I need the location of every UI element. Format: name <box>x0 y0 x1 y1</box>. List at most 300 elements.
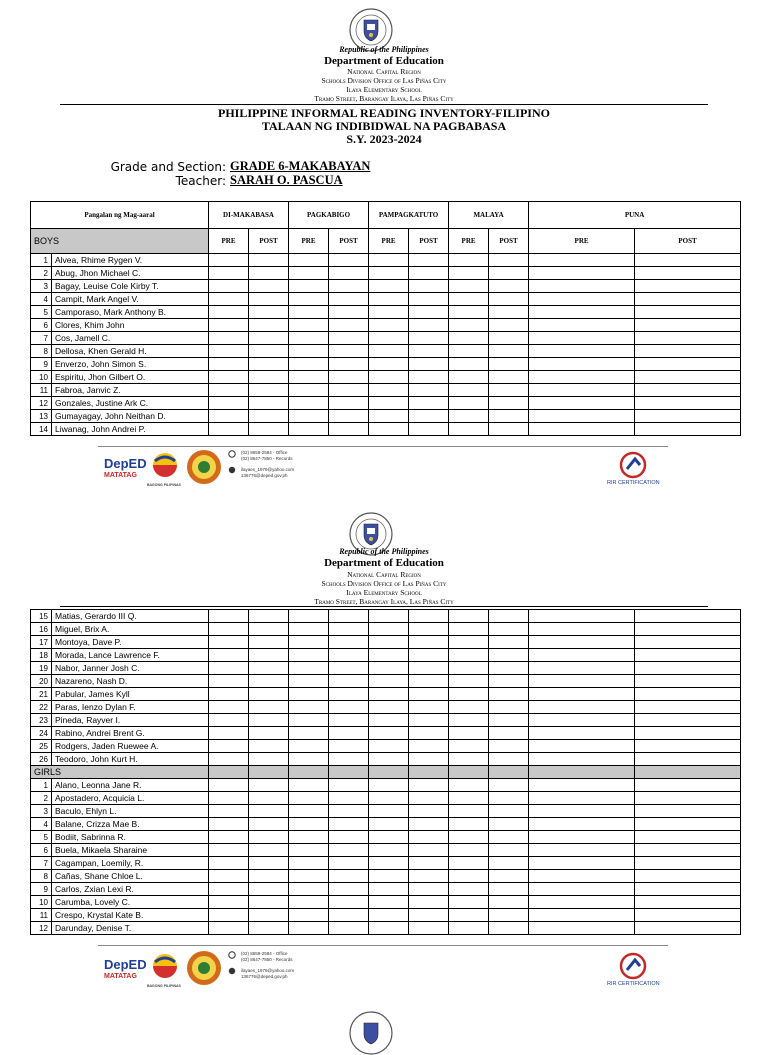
score-cell[interactable] <box>635 831 741 844</box>
score-cell[interactable] <box>635 423 741 436</box>
score-cell[interactable] <box>409 636 449 649</box>
score-cell[interactable] <box>369 727 409 740</box>
score-cell[interactable] <box>635 410 741 423</box>
score-cell[interactable] <box>635 857 741 870</box>
score-cell[interactable] <box>329 844 369 857</box>
score-cell[interactable] <box>409 345 449 358</box>
score-cell[interactable] <box>449 688 489 701</box>
score-cell[interactable] <box>449 610 489 623</box>
score-cell[interactable] <box>329 636 369 649</box>
score-cell[interactable] <box>329 649 369 662</box>
score-cell[interactable] <box>489 319 529 332</box>
score-cell[interactable] <box>529 844 635 857</box>
score-cell[interactable] <box>409 701 449 714</box>
score-cell[interactable] <box>369 384 409 397</box>
score-cell[interactable] <box>489 870 529 883</box>
score-cell[interactable] <box>329 293 369 306</box>
score-cell[interactable] <box>635 649 741 662</box>
score-cell[interactable] <box>329 345 369 358</box>
score-cell[interactable] <box>489 857 529 870</box>
score-cell[interactable] <box>329 896 369 909</box>
score-cell[interactable] <box>369 779 409 792</box>
score-cell[interactable] <box>449 384 489 397</box>
score-cell[interactable] <box>249 922 289 935</box>
score-cell[interactable] <box>289 805 329 818</box>
score-cell[interactable] <box>529 332 635 345</box>
score-cell[interactable] <box>329 358 369 371</box>
score-cell[interactable] <box>209 805 249 818</box>
score-cell[interactable] <box>249 293 289 306</box>
score-cell[interactable] <box>249 857 289 870</box>
score-cell[interactable] <box>209 358 249 371</box>
score-cell[interactable] <box>489 714 529 727</box>
score-cell[interactable] <box>369 423 409 436</box>
score-cell[interactable] <box>329 306 369 319</box>
score-cell[interactable] <box>369 740 409 753</box>
score-cell[interactable] <box>449 883 489 896</box>
score-cell[interactable] <box>489 649 529 662</box>
score-cell[interactable] <box>529 623 635 636</box>
score-cell[interactable] <box>489 909 529 922</box>
score-cell[interactable] <box>249 397 289 410</box>
score-cell[interactable] <box>635 740 741 753</box>
score-cell[interactable] <box>289 358 329 371</box>
score-cell[interactable] <box>369 675 409 688</box>
score-cell[interactable] <box>329 267 369 280</box>
score-cell[interactable] <box>409 306 449 319</box>
score-cell[interactable] <box>635 675 741 688</box>
score-cell[interactable] <box>249 384 289 397</box>
score-cell[interactable] <box>329 714 369 727</box>
score-cell[interactable] <box>249 649 289 662</box>
score-cell[interactable] <box>409 319 449 332</box>
score-cell[interactable] <box>289 306 329 319</box>
score-cell[interactable] <box>209 701 249 714</box>
score-cell[interactable] <box>449 306 489 319</box>
score-cell[interactable] <box>289 384 329 397</box>
score-cell[interactable] <box>529 701 635 714</box>
score-cell[interactable] <box>329 384 369 397</box>
score-cell[interactable] <box>209 688 249 701</box>
score-cell[interactable] <box>409 410 449 423</box>
score-cell[interactable] <box>209 662 249 675</box>
score-cell[interactable] <box>449 740 489 753</box>
score-cell[interactable] <box>529 345 635 358</box>
score-cell[interactable] <box>209 675 249 688</box>
score-cell[interactable] <box>635 714 741 727</box>
score-cell[interactable] <box>249 675 289 688</box>
score-cell[interactable] <box>635 727 741 740</box>
score-cell[interactable] <box>409 844 449 857</box>
score-cell[interactable] <box>369 254 409 267</box>
score-cell[interactable] <box>489 896 529 909</box>
score-cell[interactable] <box>249 844 289 857</box>
score-cell[interactable] <box>489 740 529 753</box>
score-cell[interactable] <box>635 397 741 410</box>
score-cell[interactable] <box>409 818 449 831</box>
score-cell[interactable] <box>409 649 449 662</box>
score-cell[interactable] <box>489 779 529 792</box>
score-cell[interactable] <box>209 753 249 766</box>
score-cell[interactable] <box>635 870 741 883</box>
score-cell[interactable] <box>289 332 329 345</box>
score-cell[interactable] <box>329 909 369 922</box>
score-cell[interactable] <box>635 610 741 623</box>
score-cell[interactable] <box>369 280 409 293</box>
score-cell[interactable] <box>249 662 289 675</box>
score-cell[interactable] <box>635 753 741 766</box>
score-cell[interactable] <box>329 397 369 410</box>
score-cell[interactable] <box>249 831 289 844</box>
score-cell[interactable] <box>409 714 449 727</box>
score-cell[interactable] <box>529 857 635 870</box>
score-cell[interactable] <box>529 805 635 818</box>
score-cell[interactable] <box>369 319 409 332</box>
score-cell[interactable] <box>249 423 289 436</box>
score-cell[interactable] <box>635 280 741 293</box>
score-cell[interactable] <box>329 332 369 345</box>
score-cell[interactable] <box>329 870 369 883</box>
score-cell[interactable] <box>635 688 741 701</box>
score-cell[interactable] <box>529 649 635 662</box>
score-cell[interactable] <box>289 319 329 332</box>
score-cell[interactable] <box>209 293 249 306</box>
score-cell[interactable] <box>249 727 289 740</box>
score-cell[interactable] <box>209 280 249 293</box>
score-cell[interactable] <box>209 397 249 410</box>
score-cell[interactable] <box>449 779 489 792</box>
score-cell[interactable] <box>209 423 249 436</box>
score-cell[interactable] <box>409 883 449 896</box>
score-cell[interactable] <box>209 623 249 636</box>
score-cell[interactable] <box>529 675 635 688</box>
score-cell[interactable] <box>289 831 329 844</box>
score-cell[interactable] <box>289 345 329 358</box>
score-cell[interactable] <box>635 636 741 649</box>
score-cell[interactable] <box>449 662 489 675</box>
score-cell[interactable] <box>209 636 249 649</box>
score-cell[interactable] <box>409 423 449 436</box>
score-cell[interactable] <box>249 332 289 345</box>
score-cell[interactable] <box>369 636 409 649</box>
score-cell[interactable] <box>289 740 329 753</box>
score-cell[interactable] <box>449 345 489 358</box>
score-cell[interactable] <box>635 883 741 896</box>
score-cell[interactable] <box>369 792 409 805</box>
score-cell[interactable] <box>489 423 529 436</box>
score-cell[interactable] <box>369 267 409 280</box>
score-cell[interactable] <box>209 792 249 805</box>
score-cell[interactable] <box>529 740 635 753</box>
score-cell[interactable] <box>449 623 489 636</box>
score-cell[interactable] <box>489 384 529 397</box>
score-cell[interactable] <box>329 410 369 423</box>
score-cell[interactable] <box>449 332 489 345</box>
score-cell[interactable] <box>529 896 635 909</box>
score-cell[interactable] <box>449 753 489 766</box>
score-cell[interactable] <box>209 922 249 935</box>
score-cell[interactable] <box>289 883 329 896</box>
score-cell[interactable] <box>209 844 249 857</box>
score-cell[interactable] <box>529 753 635 766</box>
score-cell[interactable] <box>449 844 489 857</box>
score-cell[interactable] <box>489 792 529 805</box>
score-cell[interactable] <box>449 896 489 909</box>
score-cell[interactable] <box>409 831 449 844</box>
score-cell[interactable] <box>329 753 369 766</box>
score-cell[interactable] <box>409 896 449 909</box>
score-cell[interactable] <box>409 610 449 623</box>
score-cell[interactable] <box>489 688 529 701</box>
score-cell[interactable] <box>249 410 289 423</box>
score-cell[interactable] <box>329 662 369 675</box>
score-cell[interactable] <box>489 662 529 675</box>
score-cell[interactable] <box>249 818 289 831</box>
score-cell[interactable] <box>635 896 741 909</box>
score-cell[interactable] <box>329 371 369 384</box>
score-cell[interactable] <box>635 779 741 792</box>
score-cell[interactable] <box>449 792 489 805</box>
score-cell[interactable] <box>449 319 489 332</box>
score-cell[interactable] <box>369 857 409 870</box>
score-cell[interactable] <box>369 688 409 701</box>
score-cell[interactable] <box>529 636 635 649</box>
score-cell[interactable] <box>329 740 369 753</box>
score-cell[interactable] <box>249 267 289 280</box>
score-cell[interactable] <box>249 371 289 384</box>
score-cell[interactable] <box>209 332 249 345</box>
score-cell[interactable] <box>449 293 489 306</box>
score-cell[interactable] <box>529 909 635 922</box>
score-cell[interactable] <box>289 792 329 805</box>
score-cell[interactable] <box>249 306 289 319</box>
score-cell[interactable] <box>289 293 329 306</box>
score-cell[interactable] <box>409 332 449 345</box>
score-cell[interactable] <box>289 254 329 267</box>
score-cell[interactable] <box>409 740 449 753</box>
score-cell[interactable] <box>329 675 369 688</box>
score-cell[interactable] <box>329 623 369 636</box>
score-cell[interactable] <box>449 358 489 371</box>
score-cell[interactable] <box>635 922 741 935</box>
score-cell[interactable] <box>369 714 409 727</box>
score-cell[interactable] <box>289 870 329 883</box>
score-cell[interactable] <box>289 636 329 649</box>
score-cell[interactable] <box>369 753 409 766</box>
score-cell[interactable] <box>369 293 409 306</box>
score-cell[interactable] <box>289 397 329 410</box>
score-cell[interactable] <box>249 623 289 636</box>
score-cell[interactable] <box>329 818 369 831</box>
score-cell[interactable] <box>329 688 369 701</box>
score-cell[interactable] <box>489 844 529 857</box>
score-cell[interactable] <box>635 306 741 319</box>
score-cell[interactable] <box>409 909 449 922</box>
score-cell[interactable] <box>409 857 449 870</box>
score-cell[interactable] <box>635 358 741 371</box>
score-cell[interactable] <box>209 727 249 740</box>
score-cell[interactable] <box>409 675 449 688</box>
score-cell[interactable] <box>329 883 369 896</box>
score-cell[interactable] <box>409 623 449 636</box>
score-cell[interactable] <box>529 779 635 792</box>
score-cell[interactable] <box>249 636 289 649</box>
score-cell[interactable] <box>635 293 741 306</box>
score-cell[interactable] <box>409 293 449 306</box>
score-cell[interactable] <box>369 844 409 857</box>
score-cell[interactable] <box>249 254 289 267</box>
score-cell[interactable] <box>449 870 489 883</box>
score-cell[interactable] <box>449 371 489 384</box>
score-cell[interactable] <box>409 371 449 384</box>
score-cell[interactable] <box>449 423 489 436</box>
score-cell[interactable] <box>329 319 369 332</box>
score-cell[interactable] <box>329 792 369 805</box>
score-cell[interactable] <box>369 662 409 675</box>
score-cell[interactable] <box>249 896 289 909</box>
score-cell[interactable] <box>289 701 329 714</box>
score-cell[interactable] <box>489 805 529 818</box>
score-cell[interactable] <box>489 753 529 766</box>
score-cell[interactable] <box>489 371 529 384</box>
score-cell[interactable] <box>369 922 409 935</box>
score-cell[interactable] <box>489 675 529 688</box>
score-cell[interactable] <box>249 740 289 753</box>
score-cell[interactable] <box>449 280 489 293</box>
score-cell[interactable] <box>449 714 489 727</box>
score-cell[interactable] <box>409 662 449 675</box>
score-cell[interactable] <box>449 267 489 280</box>
score-cell[interactable] <box>209 714 249 727</box>
score-cell[interactable] <box>289 688 329 701</box>
score-cell[interactable] <box>449 701 489 714</box>
score-cell[interactable] <box>289 818 329 831</box>
score-cell[interactable] <box>329 280 369 293</box>
score-cell[interactable] <box>529 831 635 844</box>
score-cell[interactable] <box>209 319 249 332</box>
score-cell[interactable] <box>329 857 369 870</box>
score-cell[interactable] <box>409 805 449 818</box>
score-cell[interactable] <box>369 358 409 371</box>
score-cell[interactable] <box>209 267 249 280</box>
score-cell[interactable] <box>209 345 249 358</box>
score-cell[interactable] <box>289 753 329 766</box>
score-cell[interactable] <box>209 410 249 423</box>
score-cell[interactable] <box>249 358 289 371</box>
score-cell[interactable] <box>329 831 369 844</box>
score-cell[interactable] <box>209 371 249 384</box>
score-cell[interactable] <box>529 714 635 727</box>
score-cell[interactable] <box>489 410 529 423</box>
score-cell[interactable] <box>489 883 529 896</box>
score-cell[interactable] <box>635 818 741 831</box>
score-cell[interactable] <box>489 358 529 371</box>
score-cell[interactable] <box>409 397 449 410</box>
score-cell[interactable] <box>329 610 369 623</box>
score-cell[interactable] <box>249 688 289 701</box>
score-cell[interactable] <box>369 701 409 714</box>
score-cell[interactable] <box>209 254 249 267</box>
score-cell[interactable] <box>329 423 369 436</box>
score-cell[interactable] <box>449 909 489 922</box>
score-cell[interactable] <box>529 410 635 423</box>
score-cell[interactable] <box>329 922 369 935</box>
score-cell[interactable] <box>529 280 635 293</box>
score-cell[interactable] <box>635 662 741 675</box>
score-cell[interactable] <box>289 909 329 922</box>
score-cell[interactable] <box>529 371 635 384</box>
score-cell[interactable] <box>249 280 289 293</box>
score-cell[interactable] <box>249 610 289 623</box>
score-cell[interactable] <box>409 280 449 293</box>
score-cell[interactable] <box>449 410 489 423</box>
score-cell[interactable] <box>369 345 409 358</box>
score-cell[interactable] <box>369 805 409 818</box>
score-cell[interactable] <box>289 610 329 623</box>
score-cell[interactable] <box>489 267 529 280</box>
score-cell[interactable] <box>329 779 369 792</box>
score-cell[interactable] <box>289 896 329 909</box>
score-cell[interactable] <box>449 636 489 649</box>
score-cell[interactable] <box>529 358 635 371</box>
score-cell[interactable] <box>449 818 489 831</box>
score-cell[interactable] <box>635 844 741 857</box>
score-cell[interactable] <box>369 909 409 922</box>
score-cell[interactable] <box>209 740 249 753</box>
score-cell[interactable] <box>249 319 289 332</box>
score-cell[interactable] <box>489 922 529 935</box>
score-cell[interactable] <box>209 649 249 662</box>
score-cell[interactable] <box>449 254 489 267</box>
score-cell[interactable] <box>529 662 635 675</box>
score-cell[interactable] <box>409 779 449 792</box>
score-cell[interactable] <box>529 870 635 883</box>
score-cell[interactable] <box>249 792 289 805</box>
score-cell[interactable] <box>369 410 409 423</box>
score-cell[interactable] <box>529 792 635 805</box>
score-cell[interactable] <box>489 280 529 293</box>
score-cell[interactable] <box>249 345 289 358</box>
score-cell[interactable] <box>249 909 289 922</box>
score-cell[interactable] <box>529 254 635 267</box>
score-cell[interactable] <box>369 397 409 410</box>
score-cell[interactable] <box>249 883 289 896</box>
score-cell[interactable] <box>529 293 635 306</box>
score-cell[interactable] <box>369 332 409 345</box>
score-cell[interactable] <box>409 688 449 701</box>
score-cell[interactable] <box>635 267 741 280</box>
score-cell[interactable] <box>409 254 449 267</box>
score-cell[interactable] <box>369 649 409 662</box>
score-cell[interactable] <box>449 857 489 870</box>
score-cell[interactable] <box>209 831 249 844</box>
score-cell[interactable] <box>369 870 409 883</box>
score-cell[interactable] <box>289 649 329 662</box>
score-cell[interactable] <box>209 857 249 870</box>
score-cell[interactable] <box>369 818 409 831</box>
score-cell[interactable] <box>209 870 249 883</box>
score-cell[interactable] <box>329 727 369 740</box>
score-cell[interactable] <box>289 779 329 792</box>
score-cell[interactable] <box>409 727 449 740</box>
score-cell[interactable] <box>489 293 529 306</box>
score-cell[interactable] <box>289 410 329 423</box>
score-cell[interactable] <box>489 701 529 714</box>
score-cell[interactable] <box>489 623 529 636</box>
score-cell[interactable] <box>529 922 635 935</box>
score-cell[interactable] <box>449 805 489 818</box>
score-cell[interactable] <box>209 883 249 896</box>
